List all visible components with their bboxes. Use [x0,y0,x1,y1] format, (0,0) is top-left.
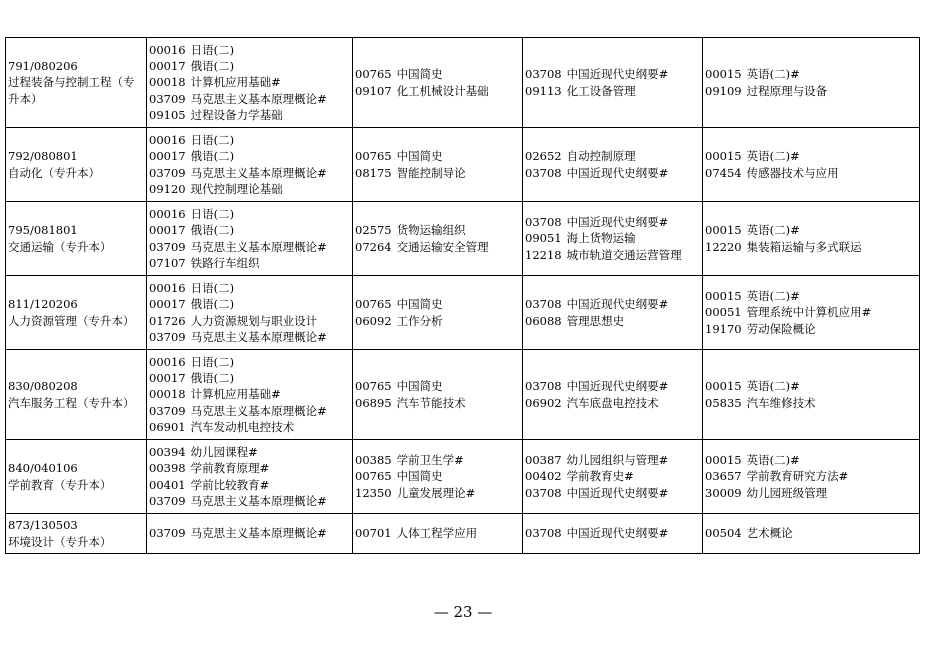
course-item [149,58,350,74]
course-code: 03708 [525,485,562,500]
course-code: 00015 [705,379,742,394]
course-item [525,378,700,394]
course-item [149,206,350,222]
course-name: 中国近现代史纲要# [566,297,669,312]
table-row [6,202,920,276]
course-code: 00051 [705,305,742,320]
course-code: 00017 [149,149,186,164]
course-code: 09109 [705,83,742,98]
course-code: 03709 [149,165,186,180]
course-code: 03708 [525,297,562,312]
course-item [525,230,700,246]
course-name: 计算机应用基础# [190,75,281,90]
course-item [355,395,520,411]
course-code: 06092 [355,313,392,328]
course-item [149,419,350,435]
course-item [705,222,917,238]
course-name: 英语(二)# [746,149,800,164]
course-cell [147,514,353,554]
course-name: 俄语(二) [190,297,235,312]
major-cell [6,38,147,128]
course-code: 00015 [705,289,742,304]
course-item [705,304,917,320]
course-item [149,370,350,386]
course-code: 00015 [705,67,742,82]
course-item [355,148,520,164]
course-cell [523,350,703,440]
course-item [355,452,520,468]
course-cell [147,128,353,202]
course-name: 劳动保险概论 [746,321,816,336]
major-cell [6,514,147,554]
course-item [355,313,520,329]
course-name: 马克思主义基本原理概论# [190,403,327,418]
course-item [149,386,350,402]
major-name: 过程装备与控制工程（专升本） [8,75,135,106]
course-name: 幼儿园班级管理 [746,485,828,500]
course-code: 07454 [705,165,742,180]
course-item [355,239,520,255]
course-name: 英语(二)# [746,67,800,82]
course-item [525,83,700,99]
course-name: 自动控制原理 [566,149,636,164]
course-name: 中国近现代史纲要# [566,67,669,82]
major-name: 汽车服务工程（专升本） [8,395,135,410]
course-code: 03709 [149,91,186,106]
course-code: 03708 [525,215,562,230]
course-item [705,165,917,181]
course-code: 03709 [149,493,186,508]
course-item [149,296,350,312]
course-cell [523,202,703,276]
course-item [525,148,700,164]
course-code: 06902 [525,395,562,410]
course-name: 中国简史 [396,149,443,164]
course-code: 12350 [355,485,392,500]
course-name: 中国简史 [396,297,443,312]
course-code: 12218 [525,247,562,262]
course-name: 艺术概论 [746,526,793,541]
course-code: 07264 [355,239,392,254]
course-name: 马克思主义基本原理概论# [190,493,327,508]
course-name: 俄语(二) [190,59,235,74]
course-code: 00765 [355,297,392,312]
course-code: 00402 [525,469,562,484]
course-item [149,42,350,58]
course-cell [353,350,523,440]
course-item [705,525,917,541]
course-item [149,403,350,419]
course-name: 管理系统中计算机应用# [746,305,872,320]
course-code: 09105 [149,107,186,122]
course-item [149,181,350,197]
major-cell [6,440,147,514]
course-code: 00016 [149,207,186,222]
course-name: 学前比较教育# [190,477,270,492]
course-name: 中国简史 [396,469,443,484]
course-name: 汽车发动机电控技术 [190,419,295,434]
course-name: 日语(二) [190,133,235,148]
course-table-body [6,38,920,554]
table-row [6,514,920,554]
course-name: 中国近现代史纲要# [566,485,669,500]
course-cell [353,440,523,514]
course-name: 日语(二) [190,42,235,57]
course-item [149,165,350,181]
course-name: 儿童发展理论# [396,485,476,500]
course-code: 00398 [149,461,186,476]
course-code: 07107 [149,255,186,270]
course-name: 中国近现代史纲要# [566,526,669,541]
course-code: 03708 [525,67,562,82]
course-code: 00018 [149,387,186,402]
major-code: 873/130503 [8,518,78,533]
course-item [525,468,700,484]
course-table [5,37,920,554]
course-name: 学前教育原理# [190,461,270,476]
course-item [355,485,520,501]
course-cell [523,128,703,202]
course-code: 00017 [149,223,186,238]
course-code: 09120 [149,181,186,196]
course-cell [147,276,353,350]
course-item [149,255,350,271]
course-code: 00701 [355,526,392,541]
course-name: 马克思主义基本原理概论# [190,239,327,254]
course-cell [703,350,920,440]
course-item [149,329,350,345]
course-item [149,280,350,296]
course-name: 工作分析 [396,313,443,328]
course-item [149,74,350,90]
course-code: 09051 [525,231,562,246]
major-cell [6,202,147,276]
course-name: 汽车节能技术 [396,395,466,410]
course-code: 00765 [355,379,392,394]
course-code: 19170 [705,321,742,336]
course-item [525,452,700,468]
course-code: 03709 [149,526,186,541]
course-item [705,288,917,304]
course-name: 汽车底盘电控技术 [566,395,659,410]
course-code: 06901 [149,419,186,434]
course-code: 02575 [355,223,392,238]
course-code: 00394 [149,445,186,460]
course-item [355,83,520,99]
course-name: 幼儿园组织与管理# [566,453,669,468]
course-item [705,83,917,99]
course-code: 03708 [525,379,562,394]
course-name: 日语(二) [190,207,235,222]
course-code: 09113 [525,83,562,98]
course-item [149,493,350,509]
course-item [149,460,350,476]
course-name: 中国近现代史纲要# [566,379,669,394]
course-name: 俄语(二) [190,149,235,164]
major-cell [6,128,147,202]
course-cell [703,440,920,514]
course-cell [353,514,523,554]
course-name: 日语(二) [190,281,235,296]
course-item [149,313,350,329]
course-name: 智能控制导论 [396,165,466,180]
course-code: 12220 [705,239,742,254]
course-name: 马克思主义基本原理概论# [190,329,327,344]
course-cell [147,350,353,440]
course-cell [353,38,523,128]
table-row [6,440,920,514]
table-row [6,128,920,202]
major-code: 830/080208 [8,379,78,394]
major-code: 840/040106 [8,461,78,476]
course-item [149,239,350,255]
course-name: 过程设备力学基础 [190,107,283,122]
course-name: 学前教育研究方法# [746,469,849,484]
course-code: 01726 [149,313,186,328]
course-item [705,321,917,337]
major-code: 791/080206 [8,59,78,74]
major-name: 人力资源管理（专升本） [8,313,135,328]
course-item [355,525,520,541]
course-name: 集装箱运输与多式联运 [746,239,862,254]
course-item [705,395,917,411]
table-row [6,38,920,128]
course-item [705,452,917,468]
course-code: 00015 [705,453,742,468]
course-name: 马克思主义基本原理概论# [190,526,327,541]
course-code: 00016 [149,133,186,148]
course-code: 00016 [149,42,186,57]
course-item [705,485,917,501]
course-code: 03657 [705,469,742,484]
course-code: 06088 [525,313,562,328]
course-code: 03709 [149,329,186,344]
course-code: 00387 [525,453,562,468]
course-code: 09107 [355,83,392,98]
course-item [525,66,700,82]
course-item [525,247,700,263]
course-name: 中国近现代史纲要# [566,165,669,180]
course-name: 中国简史 [396,67,443,82]
course-name: 马克思主义基本原理概论# [190,91,327,106]
course-cell [703,128,920,202]
major-code: 811/120206 [8,297,78,312]
course-name: 中国简史 [396,379,443,394]
course-name: 过程原理与设备 [746,83,828,98]
page-number: — 23 — [433,603,493,621]
course-code: 03708 [525,526,562,541]
course-item [705,378,917,394]
course-name: 日语(二) [190,354,235,369]
major-cell [6,276,147,350]
course-item [705,66,917,82]
course-code: 08175 [355,165,392,180]
course-item [705,239,917,255]
course-item [149,107,350,123]
course-item [149,354,350,370]
course-name: 化工设备管理 [566,83,636,98]
course-name: 马克思主义基本原理概论# [190,165,327,180]
course-cell [703,514,920,554]
course-name: 货物运输组织 [396,223,466,238]
course-name: 现代控制理论基础 [190,181,283,196]
major-name: 环境设计（专升本） [8,534,112,549]
course-cell [353,276,523,350]
course-name: 俄语(二) [190,223,235,238]
course-name: 英语(二)# [746,453,800,468]
course-cell [703,276,920,350]
course-item [525,296,700,312]
course-code: 00765 [355,149,392,164]
course-item [149,477,350,493]
table-row [6,276,920,350]
major-name: 学前教育（专升本） [8,477,112,492]
course-name: 中国近现代史纲要# [566,215,669,230]
course-item [705,468,917,484]
course-code: 02652 [525,149,562,164]
course-cell [147,202,353,276]
course-cell [703,38,920,128]
course-item [355,66,520,82]
major-name: 交通运输（专升本） [8,239,112,254]
major-code: 795/081801 [8,223,78,238]
course-name: 学前教育史# [566,469,634,484]
course-code: 00015 [705,223,742,238]
course-name: 交通运输安全管理 [396,239,489,254]
course-item [149,91,350,107]
course-name: 人体工程学应用 [396,526,478,541]
major-code: 792/080801 [8,149,78,164]
course-cell [523,38,703,128]
table-row [6,350,920,440]
course-code: 00016 [149,281,186,296]
course-name: 管理思想史 [566,313,625,328]
course-name: 幼儿园课程# [190,445,258,460]
course-item [355,468,520,484]
course-name: 人力资源规划与职业设计 [190,313,318,328]
course-item [149,148,350,164]
course-code: 00385 [355,453,392,468]
course-item [149,132,350,148]
course-code: 00401 [149,477,186,492]
course-code: 03709 [149,403,186,418]
course-cell [353,202,523,276]
major-cell [6,350,147,440]
course-cell [147,440,353,514]
course-code: 00017 [149,371,186,386]
course-item [355,222,520,238]
course-name: 铁路行车组织 [190,255,260,270]
course-name: 海上货物运输 [566,231,636,246]
course-cell [703,202,920,276]
course-code: 00015 [705,149,742,164]
course-item [525,214,700,230]
course-name: 化工机械设计基础 [396,83,489,98]
course-code: 00765 [355,469,392,484]
course-code: 06895 [355,395,392,410]
course-name: 计算机应用基础# [190,387,281,402]
course-code: 30009 [705,485,742,500]
course-item [705,148,917,164]
course-name: 英语(二)# [746,379,800,394]
course-item [149,444,350,460]
course-cell [353,128,523,202]
course-item [525,165,700,181]
course-code: 05835 [705,395,742,410]
course-code: 03709 [149,239,186,254]
course-cell [523,276,703,350]
course-item [525,525,700,541]
course-code: 00017 [149,297,186,312]
course-code: 00018 [149,75,186,90]
course-code: 00504 [705,526,742,541]
course-code: 00765 [355,67,392,82]
course-item [525,395,700,411]
course-item [525,313,700,329]
course-name: 传感器技术与应用 [746,165,839,180]
course-item [525,485,700,501]
course-cell [147,38,353,128]
course-name: 英语(二)# [746,223,800,238]
course-name: 汽车维修技术 [746,395,816,410]
course-name: 俄语(二) [190,371,235,386]
course-item [355,165,520,181]
course-item [355,296,520,312]
course-code: 00017 [149,59,186,74]
course-item [149,525,350,541]
course-code: 03708 [525,165,562,180]
course-name: 英语(二)# [746,289,800,304]
course-item [355,378,520,394]
course-name: 学前卫生学# [396,453,464,468]
course-code: 00016 [149,354,186,369]
course-cell [523,440,703,514]
course-item [149,222,350,238]
course-name: 城市轨道交通运营管理 [566,247,682,262]
major-name: 自动化（专升本） [8,165,100,180]
course-cell [523,514,703,554]
